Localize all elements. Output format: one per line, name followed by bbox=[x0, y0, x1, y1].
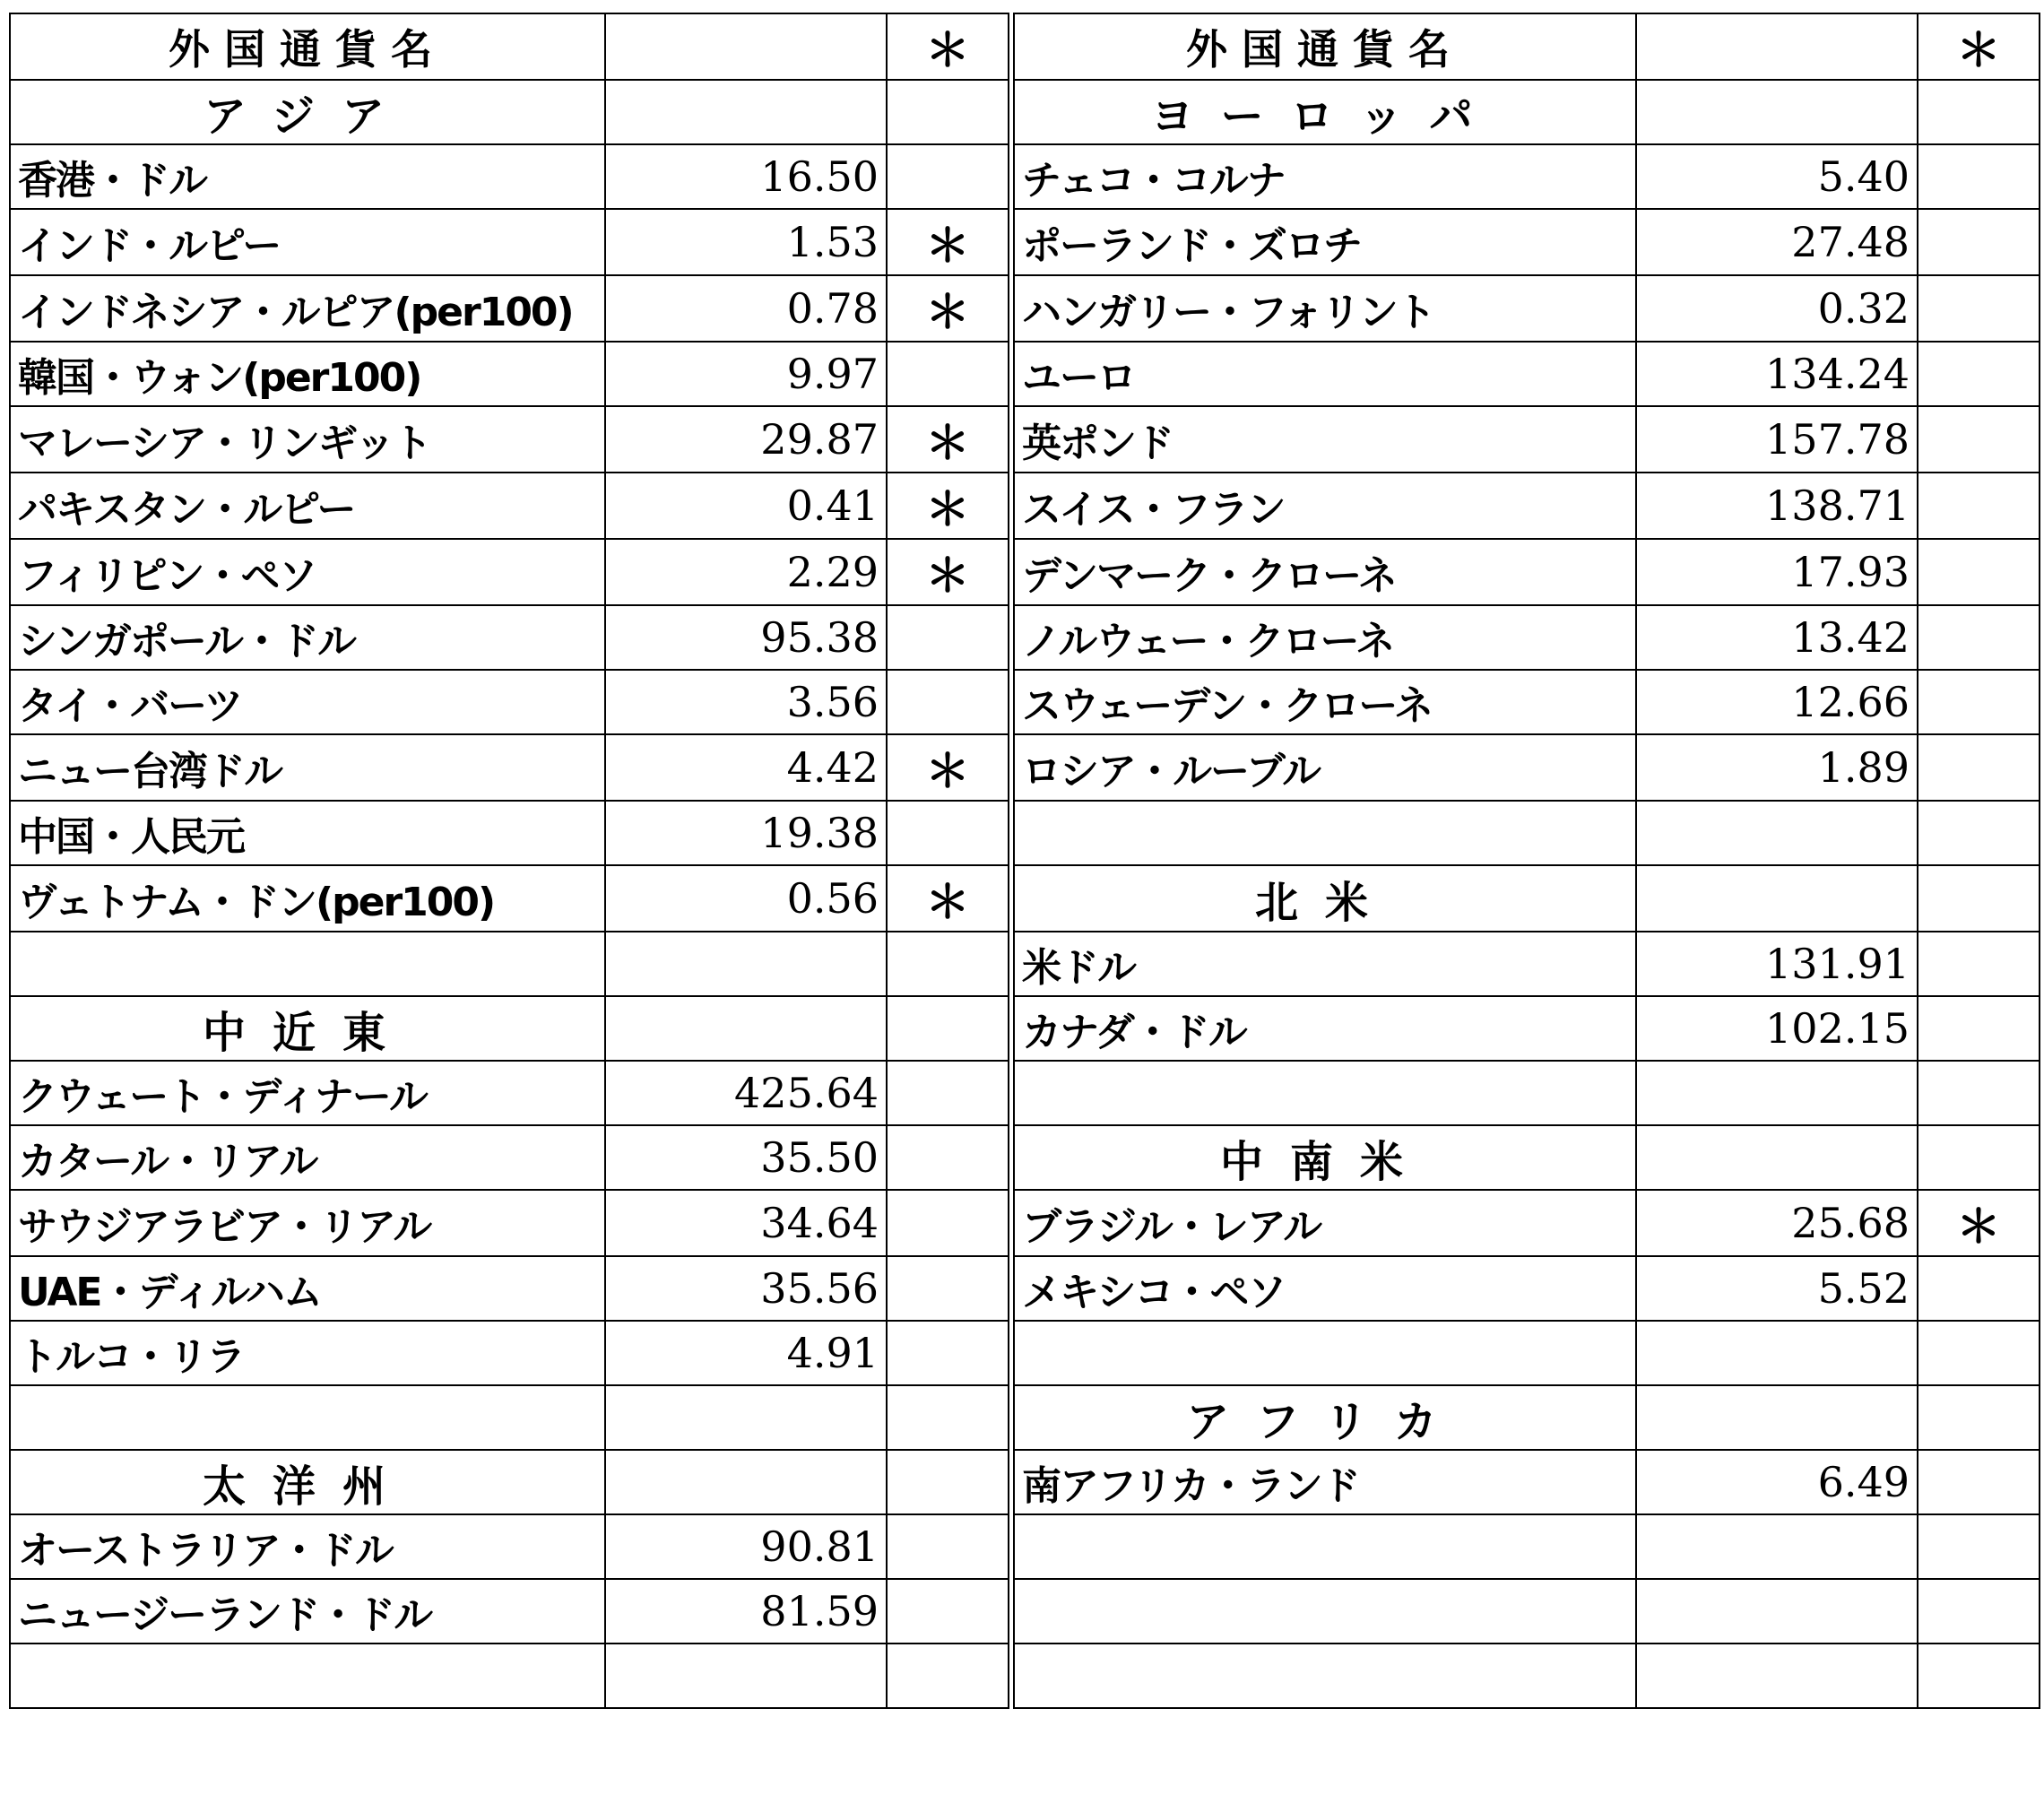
region-heading: アジア bbox=[10, 80, 605, 144]
exchange-rate: 5.40 bbox=[1636, 144, 1918, 209]
currency-name: ブラジル・レアル bbox=[1014, 1190, 1636, 1256]
currency-name: タイ・バーツ bbox=[10, 670, 605, 734]
exchange-rate bbox=[605, 932, 887, 996]
table-row bbox=[10, 996, 2040, 1061]
mark-asterisk: ＊ bbox=[887, 209, 1009, 275]
exchange-rate: 16.50 bbox=[605, 144, 887, 209]
exchange-rate: 0.32 bbox=[1636, 275, 1918, 342]
exchange-rate bbox=[605, 1385, 887, 1450]
exchange-rate bbox=[1636, 1514, 1918, 1579]
exchange-rate: 4.42 bbox=[605, 734, 887, 801]
mark-asterisk bbox=[887, 1514, 1009, 1579]
exchange-rate: 134.24 bbox=[1636, 342, 1918, 406]
mark-asterisk: ＊ bbox=[887, 865, 1009, 932]
mark-asterisk bbox=[1918, 342, 2040, 406]
currency-rate-table bbox=[9, 13, 2040, 1709]
exchange-rate: 12.66 bbox=[1636, 670, 1918, 734]
exchange-rate: 35.56 bbox=[605, 1256, 887, 1321]
table-row bbox=[10, 1579, 2040, 1644]
mark-asterisk: ＊ bbox=[887, 406, 1009, 473]
currency-name bbox=[1014, 1514, 1636, 1579]
exchange-rate bbox=[1636, 1579, 1918, 1644]
exchange-rate: 131.91 bbox=[1636, 932, 1918, 996]
table-row bbox=[10, 539, 2040, 605]
mark-asterisk bbox=[887, 1061, 1009, 1125]
header-mark-right: ＊ bbox=[1918, 13, 2040, 80]
exchange-rate: 81.59 bbox=[605, 1579, 887, 1644]
exchange-rate bbox=[1636, 865, 1918, 932]
table-row bbox=[10, 734, 2040, 801]
header-rate-right bbox=[1636, 13, 1918, 80]
currency-name bbox=[1014, 801, 1636, 865]
table-row bbox=[10, 209, 2040, 275]
mark-asterisk bbox=[1918, 605, 2040, 670]
exchange-rate bbox=[1636, 1644, 1918, 1708]
mark-asterisk bbox=[887, 1190, 1009, 1256]
exchange-rate: 0.41 bbox=[605, 473, 887, 539]
region-heading: 中南米 bbox=[1014, 1125, 1636, 1190]
mark-asterisk bbox=[887, 80, 1009, 144]
mark-asterisk bbox=[1918, 1125, 2040, 1190]
mark-asterisk bbox=[1918, 1256, 2040, 1321]
mark-asterisk bbox=[1918, 144, 2040, 209]
table-row bbox=[10, 1514, 2040, 1579]
currency-name: 英ポンド bbox=[1014, 406, 1636, 473]
mark-asterisk bbox=[1918, 1385, 2040, 1450]
mark-asterisk bbox=[1918, 1579, 2040, 1644]
table-row bbox=[10, 1256, 2040, 1321]
exchange-rate bbox=[605, 1644, 887, 1708]
table-row bbox=[10, 1385, 2040, 1450]
table-row bbox=[10, 932, 2040, 996]
currency-name bbox=[1014, 1061, 1636, 1125]
exchange-rate: 0.56 bbox=[605, 865, 887, 932]
currency-name bbox=[1014, 1579, 1636, 1644]
currency-name: インド・ルピー bbox=[10, 209, 605, 275]
table-row bbox=[10, 1321, 2040, 1385]
currency-name: インドネシア・ルピア(per100) bbox=[10, 275, 605, 342]
mark-asterisk: ＊ bbox=[887, 473, 1009, 539]
currency-name: カタール・リアル bbox=[10, 1125, 605, 1190]
table-row bbox=[10, 801, 2040, 865]
table-row bbox=[10, 1644, 2040, 1708]
exchange-rate: 4.91 bbox=[605, 1321, 887, 1385]
currency-name: 米ドル bbox=[1014, 932, 1636, 996]
mark-asterisk: ＊ bbox=[887, 539, 1009, 605]
mark-asterisk bbox=[887, 932, 1009, 996]
exchange-rate bbox=[1636, 1061, 1918, 1125]
mark-asterisk bbox=[887, 1321, 1009, 1385]
currency-name: サウジアラビア・リアル bbox=[10, 1190, 605, 1256]
mark-asterisk bbox=[1918, 406, 2040, 473]
mark-asterisk bbox=[887, 670, 1009, 734]
exchange-rate: 29.87 bbox=[605, 406, 887, 473]
mark-asterisk bbox=[1918, 473, 2040, 539]
currency-name: カナダ・ドル bbox=[1014, 996, 1636, 1061]
mark-asterisk bbox=[1918, 1450, 2040, 1514]
mark-asterisk bbox=[1918, 670, 2040, 734]
exchange-rate: 90.81 bbox=[605, 1514, 887, 1579]
currency-name: ユーロ bbox=[1014, 342, 1636, 406]
exchange-rate: 425.64 bbox=[605, 1061, 887, 1125]
exchange-rate bbox=[605, 1450, 887, 1514]
currency-name bbox=[10, 932, 605, 996]
mark-asterisk bbox=[1918, 801, 2040, 865]
region-heading: 太洋州 bbox=[10, 1450, 605, 1514]
mark-asterisk bbox=[1918, 275, 2040, 342]
currency-name: UAE・ディルハム bbox=[10, 1256, 605, 1321]
currency-name: ヴェトナム・ドン(per100) bbox=[10, 865, 605, 932]
currency-name: シンガポール・ドル bbox=[10, 605, 605, 670]
exchange-rate: 34.64 bbox=[605, 1190, 887, 1256]
mark-asterisk bbox=[887, 1125, 1009, 1190]
mark-asterisk bbox=[887, 1644, 1009, 1708]
table-row bbox=[10, 1450, 2040, 1514]
table-row bbox=[10, 1061, 2040, 1125]
table-row bbox=[10, 865, 2040, 932]
currency-name bbox=[1014, 1321, 1636, 1385]
currency-name: スイス・フラン bbox=[1014, 473, 1636, 539]
mark-asterisk bbox=[1918, 1644, 2040, 1708]
mark-asterisk bbox=[887, 605, 1009, 670]
exchange-rate bbox=[1636, 801, 1918, 865]
header-row bbox=[10, 13, 2040, 80]
table-row bbox=[10, 80, 2040, 144]
currency-name: クウェート・ディナール bbox=[10, 1061, 605, 1125]
exchange-rate: 9.97 bbox=[605, 342, 887, 406]
mark-asterisk bbox=[887, 144, 1009, 209]
table-row bbox=[10, 275, 2040, 342]
currency-name: 香港・ドル bbox=[10, 144, 605, 209]
table-row bbox=[10, 670, 2040, 734]
exchange-rate bbox=[1636, 1385, 1918, 1450]
mark-asterisk: ＊ bbox=[1918, 1190, 2040, 1256]
header-rate-left bbox=[605, 13, 887, 80]
currency-name: トルコ・リラ bbox=[10, 1321, 605, 1385]
exchange-rate bbox=[605, 996, 887, 1061]
exchange-rate: 1.53 bbox=[605, 209, 887, 275]
currency-name: ポーランド・ズロチ bbox=[1014, 209, 1636, 275]
header-currency-name-right: 外国通貨名 bbox=[1014, 13, 1636, 80]
currency-name: ノルウェー・クローネ bbox=[1014, 605, 1636, 670]
mark-asterisk bbox=[1918, 932, 2040, 996]
mark-asterisk bbox=[887, 1256, 1009, 1321]
mark-asterisk bbox=[887, 801, 1009, 865]
currency-name: パキスタン・ルピー bbox=[10, 473, 605, 539]
mark-asterisk: ＊ bbox=[887, 275, 1009, 342]
mark-asterisk bbox=[1918, 539, 2040, 605]
region-heading: 中近東 bbox=[10, 996, 605, 1061]
region-heading: ヨーロッパ bbox=[1014, 80, 1636, 144]
mark-asterisk: ＊ bbox=[887, 734, 1009, 801]
exchange-rate: 95.38 bbox=[605, 605, 887, 670]
exchange-rate: 0.78 bbox=[605, 275, 887, 342]
mark-asterisk bbox=[1918, 865, 2040, 932]
exchange-rate: 27.48 bbox=[1636, 209, 1918, 275]
mark-asterisk bbox=[1918, 1514, 2040, 1579]
currency-name: ニュージーランド・ドル bbox=[10, 1579, 605, 1644]
header-mark-left: ＊ bbox=[887, 13, 1009, 80]
header-currency-name-left: 外国通貨名 bbox=[10, 13, 605, 80]
exchange-rate: 25.68 bbox=[1636, 1190, 1918, 1256]
mark-asterisk bbox=[1918, 996, 2040, 1061]
currency-name: 南アフリカ・ランド bbox=[1014, 1450, 1636, 1514]
currency-name bbox=[1014, 1644, 1636, 1708]
currency-name: 韓国・ウォン(per100) bbox=[10, 342, 605, 406]
exchange-rate bbox=[1636, 1321, 1918, 1385]
currency-name bbox=[10, 1644, 605, 1708]
table-row bbox=[10, 473, 2040, 539]
currency-name: フィリピン・ペソ bbox=[10, 539, 605, 605]
exchange-rate: 3.56 bbox=[605, 670, 887, 734]
currency-name: チェコ・コルナ bbox=[1014, 144, 1636, 209]
mark-asterisk bbox=[1918, 1321, 2040, 1385]
currency-name: ロシア・ルーブル bbox=[1014, 734, 1636, 801]
region-heading: 北米 bbox=[1014, 865, 1636, 932]
exchange-rate: 1.89 bbox=[1636, 734, 1918, 801]
mark-asterisk bbox=[1918, 1061, 2040, 1125]
mark-asterisk bbox=[887, 1385, 1009, 1450]
table-row bbox=[10, 406, 2040, 473]
mark-asterisk bbox=[1918, 209, 2040, 275]
exchange-rate: 13.42 bbox=[1636, 605, 1918, 670]
table-row bbox=[10, 144, 2040, 209]
exchange-rate: 157.78 bbox=[1636, 406, 1918, 473]
exchange-rate bbox=[1636, 1125, 1918, 1190]
exchange-rate bbox=[1636, 80, 1918, 144]
exchange-rate: 138.71 bbox=[1636, 473, 1918, 539]
exchange-rate: 2.29 bbox=[605, 539, 887, 605]
exchange-rate: 5.52 bbox=[1636, 1256, 1918, 1321]
mark-asterisk bbox=[1918, 734, 2040, 801]
exchange-rate: 6.49 bbox=[1636, 1450, 1918, 1514]
currency-name: デンマーク・クローネ bbox=[1014, 539, 1636, 605]
currency-name bbox=[10, 1385, 605, 1450]
currency-name: オーストラリア・ドル bbox=[10, 1514, 605, 1579]
mark-asterisk bbox=[887, 996, 1009, 1061]
region-heading: アフリカ bbox=[1014, 1385, 1636, 1450]
exchange-rate: 17.93 bbox=[1636, 539, 1918, 605]
exchange-rate bbox=[605, 80, 887, 144]
currency-name: ニュー台湾ドル bbox=[10, 734, 605, 801]
mark-asterisk bbox=[1918, 80, 2040, 144]
mark-asterisk bbox=[887, 1450, 1009, 1514]
mark-asterisk bbox=[887, 342, 1009, 406]
exchange-rate: 102.15 bbox=[1636, 996, 1918, 1061]
exchange-rate: 35.50 bbox=[605, 1125, 887, 1190]
mark-asterisk bbox=[887, 1579, 1009, 1644]
table-row bbox=[10, 1125, 2040, 1190]
currency-name: ハンガリー・フォリント bbox=[1014, 275, 1636, 342]
currency-name: マレーシア・リンギット bbox=[10, 406, 605, 473]
table-row bbox=[10, 605, 2040, 670]
exchange-rate: 19.38 bbox=[605, 801, 887, 865]
currency-name: メキシコ・ペソ bbox=[1014, 1256, 1636, 1321]
currency-name: スウェーデン・クローネ bbox=[1014, 670, 1636, 734]
table-row bbox=[10, 1190, 2040, 1256]
currency-name: 中国・人民元 bbox=[10, 801, 605, 865]
table-row bbox=[10, 342, 2040, 406]
